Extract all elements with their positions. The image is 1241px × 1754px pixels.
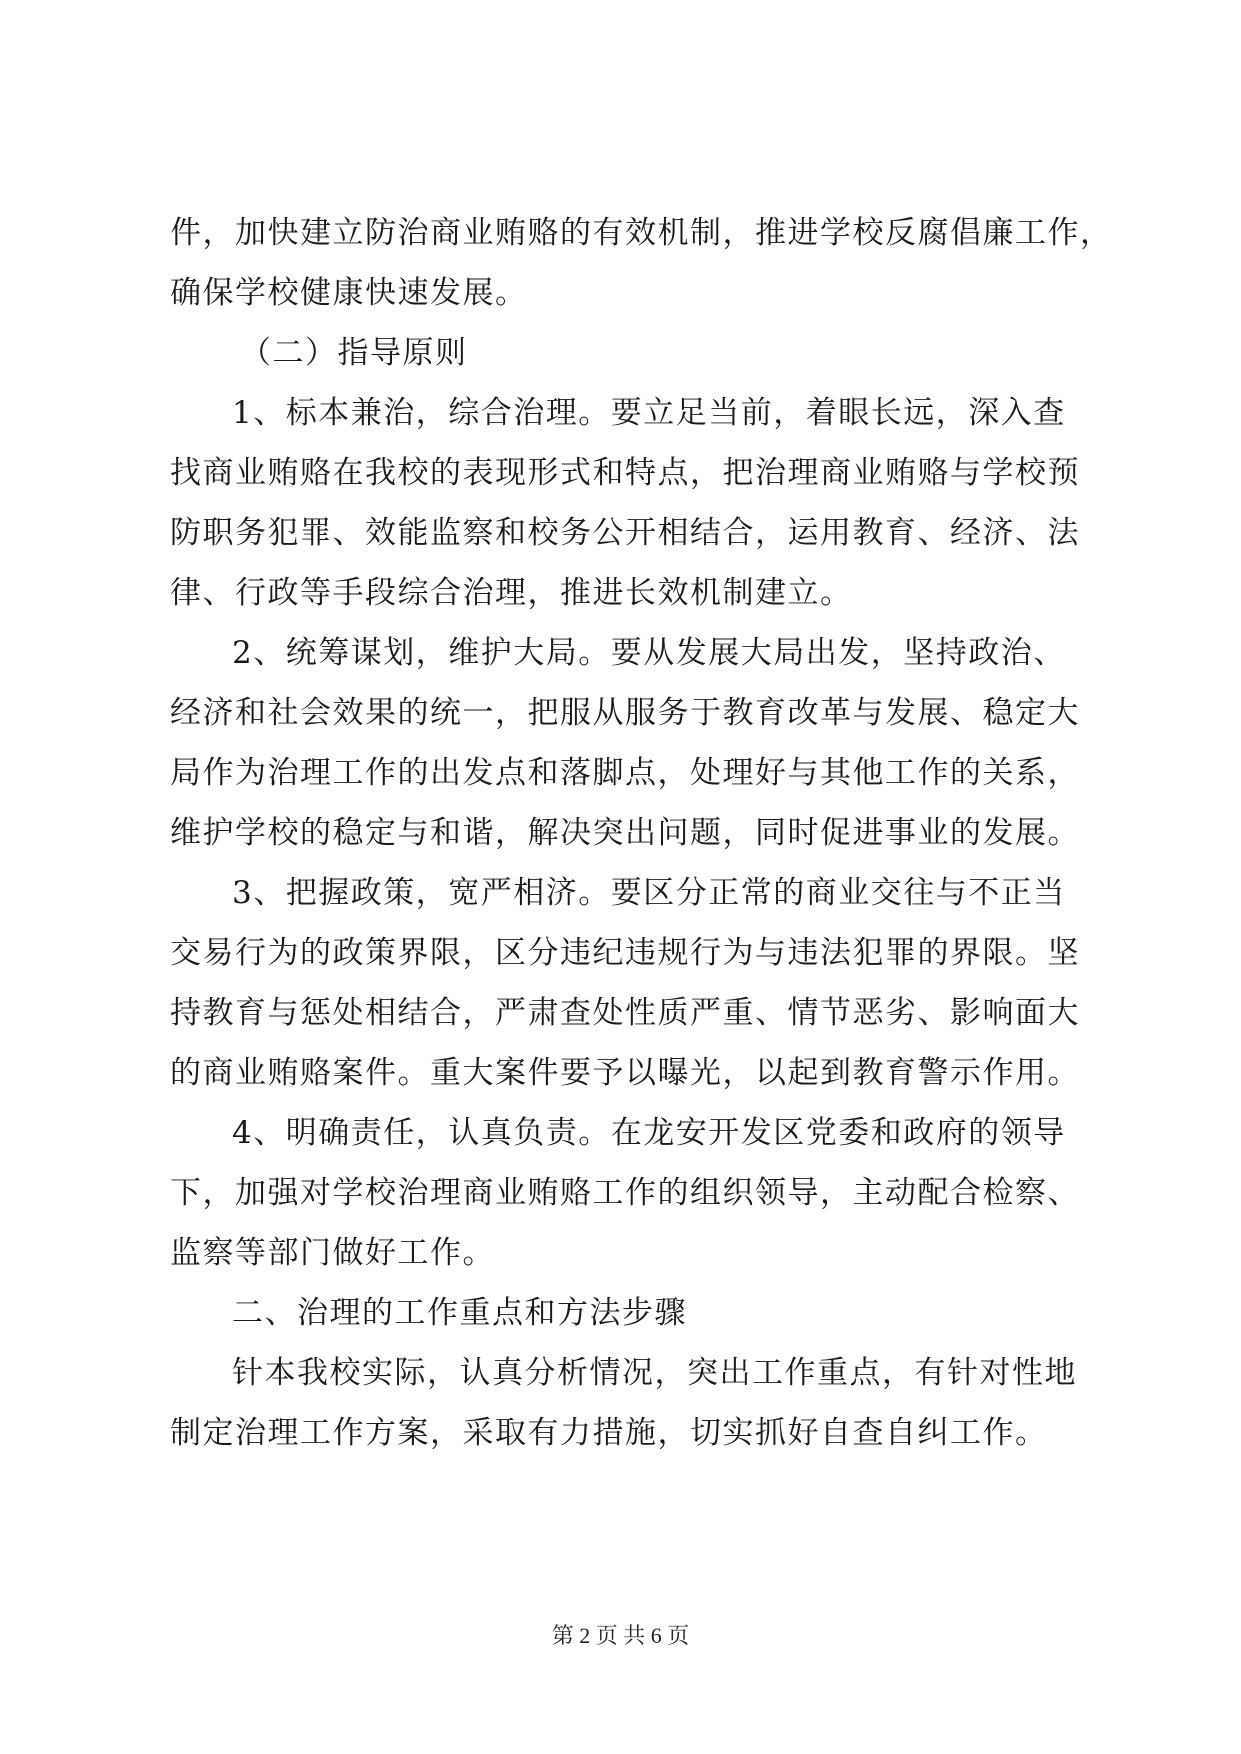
paragraph-line: 确保学校健康快速发展。 — [170, 275, 528, 311]
paragraph-line: 找商业贿赂在我校的表现形式和特点，把治理商业贿赂与学校预 — [170, 455, 1080, 491]
section-heading: 二、治理的工作重点和方法步骤 — [232, 1295, 687, 1331]
paragraph-line: 监察等部门做好工作。 — [170, 1235, 495, 1271]
paragraph-line: 维护学校的稳定与和谐，解决突出问题，同时促进事业的发展。 — [170, 815, 1080, 851]
page-number-footer: 第 2 页 共 6 页 — [551, 1623, 690, 1648]
paragraph-line: 防职务犯罪、效能监察和校务公开相结合，运用教育、经济、法 — [170, 515, 1080, 551]
paragraph-line: 持教育与惩处相结合，严肃查处性质严重、情节恶劣、影响面大 — [170, 995, 1080, 1031]
paragraph-line: 3、把握政策，宽严相济。要区分正常的商业交往与不正当 — [232, 875, 1066, 911]
paragraph-line: 件，加快建立防治商业贿赂的有效机制，推进学校反腐倡廉工作， — [170, 215, 1113, 251]
body-text — [170, 203, 1113, 1463]
paragraph-line: 1、标本兼治，综合治理。要立足当前，着眼长远，深入查 — [232, 395, 1066, 431]
paragraph-line: 制定治理工作方案，采取有力措施，切实抓好自查自纠工作。 — [170, 1415, 1048, 1451]
paragraph-line: 下，加强对学校治理商业贿赂工作的组织领导，主动配合检察、 — [170, 1175, 1080, 1211]
paragraph-line: 4、明确责任，认真负责。在龙安开发区党委和政府的领导 — [232, 1115, 1066, 1151]
paragraph-line: 律、行政等手段综合治理，推进长效机制建立。 — [170, 575, 853, 611]
paragraph-line: 局作为治理工作的出发点和落脚点，处理好与其他工作的关系， — [170, 755, 1080, 791]
paragraph-line: 2、统筹谋划，维护大局。要从发展大局出发，坚持政治、 — [232, 635, 1066, 671]
section-heading: （二）指导原则 — [240, 335, 468, 371]
paragraph-line: 针本我校实际，认真分析情况，突出工作重点，有针对性地 — [232, 1355, 1077, 1391]
paragraph-line: 经济和社会效果的统一，把服从服务于教育改革与发展、稳定大 — [170, 695, 1080, 731]
paragraph-line: 的商业贿赂案件。重大案件要予以曝光，以起到教育警示作用。 — [170, 1055, 1080, 1091]
paragraph-line: 交易行为的政策界限，区分违纪违规行为与违法犯罪的界限。坚 — [170, 935, 1080, 971]
